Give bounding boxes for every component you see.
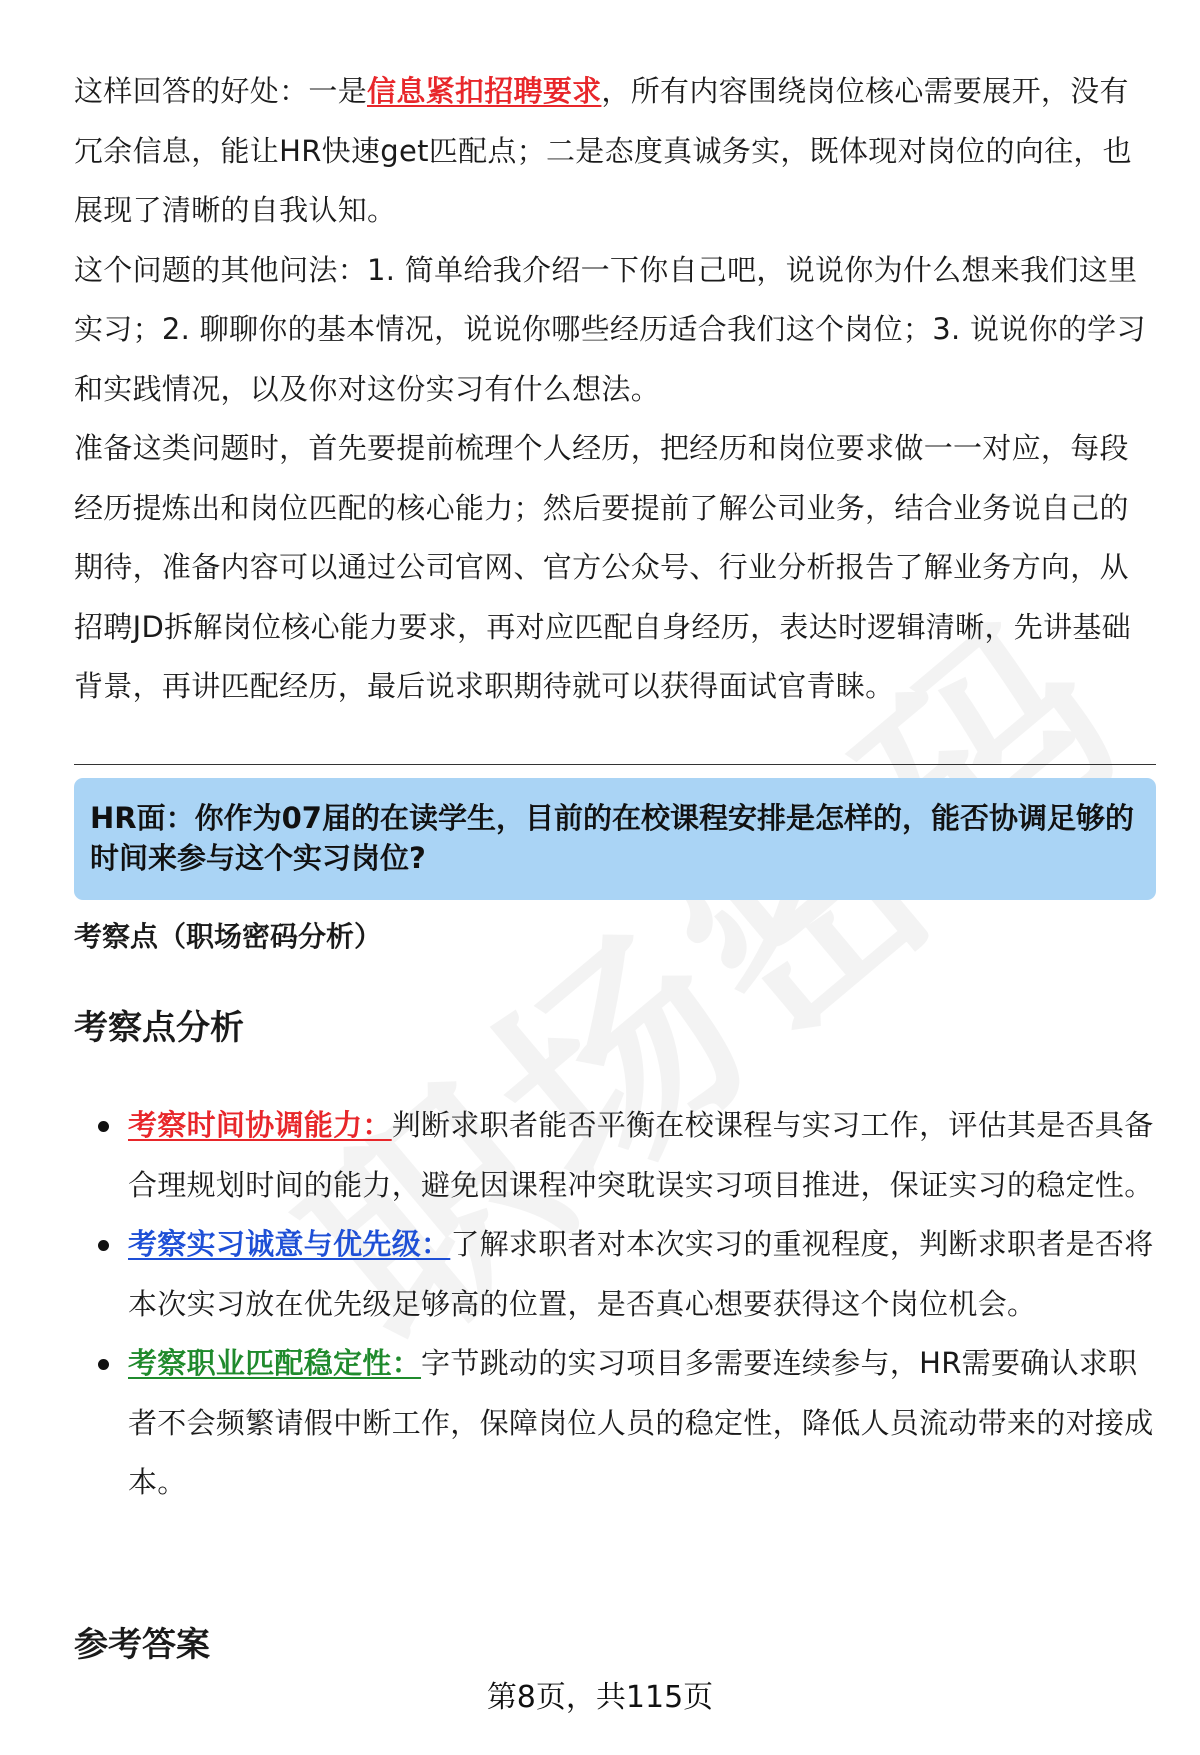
bullet-text: 字节跳动的实习项目多需要连续参与，HR需要确认求职者不会频繁请假中断工作，保障岗位人员的稳定性，降低人员流动带来的对接成本。 — [128, 1346, 1154, 1499]
paragraph-text: ，所有内容围绕岗位核心需要展开，没有冗余信息，能让HR快速get匹配点；二是态度真诚务实，既体现对岗位的向往，也展现了清晰的自我认知。 — [74, 74, 1132, 227]
bullet-key: 考察时间协调能力： — [128, 1108, 392, 1142]
bullet-key: 考察职业匹配稳定性： — [128, 1346, 422, 1380]
paragraph-other-questions: 这个问题的其他问法：1. 简单给我介绍一下你自己吧，说说你为什么想来我们这里实习；2. 聊聊你的基本情况，说说你哪些经历适合我们这个岗位；3. 说说你的学习和实践情况，以及你对这份实习有什么想法。 — [74, 252, 1146, 406]
bullet-dot-icon — [98, 1240, 109, 1251]
body-text — [74, 62, 1154, 717]
bullet-list — [74, 1096, 1164, 1513]
divider — [74, 764, 1156, 765]
subheading: 考察点（职场密码分析） — [74, 920, 383, 953]
bullet-dot-icon — [98, 1121, 109, 1132]
list-item — [74, 1334, 1164, 1513]
question-text: HR面：你作为07届的在读学生，目前的在校课程安排是怎样的，能否协调足够的时间来参与这个实习岗位? — [90, 801, 1134, 875]
paragraph-benefits — [74, 62, 1154, 241]
answer-title: 参考答案 — [74, 1625, 210, 1665]
paragraph-text: 这样回答的好处：一是 — [74, 74, 368, 108]
section-title: 考察点分析 — [74, 1008, 244, 1048]
bullet-key: 考察实习诚意与优先级： — [128, 1227, 451, 1261]
list-item — [74, 1215, 1164, 1334]
bullet-text: 判断求职者能否平衡在校课程与实习工作，评估其是否具备合理规划时间的能力，避免因课程冲突耽误实习项目推进，保证实习的稳定性。 — [128, 1108, 1154, 1202]
list-item — [74, 1096, 1164, 1215]
highlight-red: 信息紧扣招聘要求 — [367, 74, 602, 108]
page-footer: 第8页，共115页 — [486, 1680, 714, 1715]
question-box — [74, 778, 1156, 900]
bullet-text: 了解求职者对本次实习的重视程度，判断求职者是否将本次实习放在优先级足够高的位置，是否真心想要获得这个岗位机会。 — [128, 1227, 1154, 1321]
bullet-dot-icon — [98, 1359, 109, 1370]
paragraph-preparation: 准备这类问题时，首先要提前梳理个人经历，把经历和岗位要求做一一对应，每段经历提炼出和岗位匹配的核心能力；然后要提前了解公司业务，结合业务说自己的期待，准备内容可以通过公司官网、官方公众号、行业分析报告了解业务方向，从招聘JD拆解岗位核心能力要求，再对应匹配自身经历，表达时逻辑清晰，先讲基础背景，再讲匹配经历，最后说求职期待就可以获得面试官青睐。 — [74, 431, 1131, 703]
